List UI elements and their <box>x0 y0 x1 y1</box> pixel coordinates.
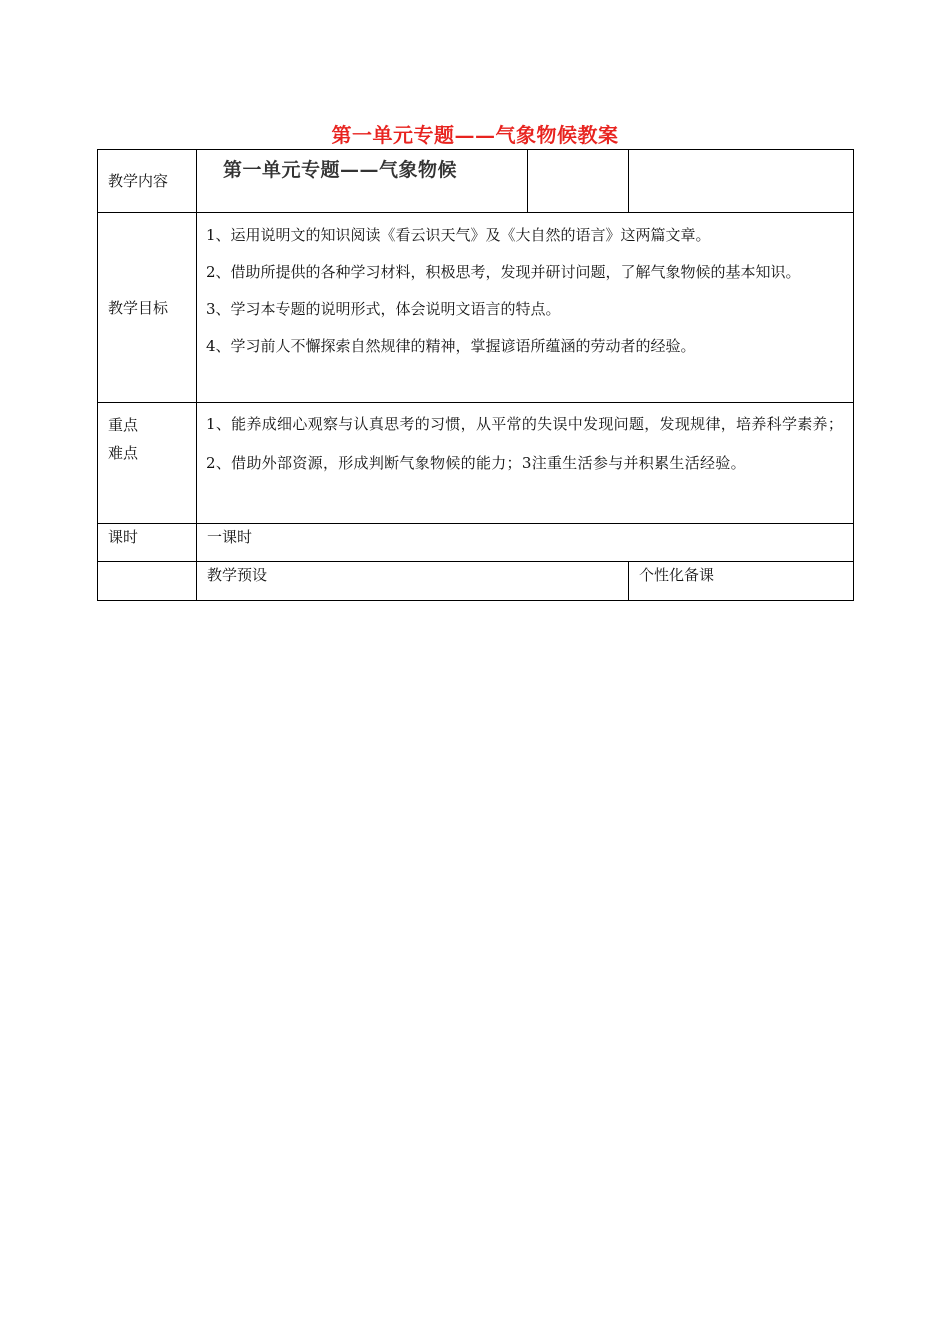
row-period <box>98 524 854 562</box>
label-plan <box>98 562 197 601</box>
goals-content <box>197 213 854 403</box>
label-teaching-goals: 教学目标 <box>98 213 197 403</box>
lesson-plan-table <box>97 149 854 601</box>
goal-item: 3、学习本专题的说明形式，体会说明文语言的特点。 <box>206 300 561 318</box>
personal-lesson-prep: 个性化备课 <box>629 562 854 601</box>
row-teaching-goals <box>98 213 854 403</box>
row-key-points <box>98 403 854 524</box>
goal-item: 2、借助所提供的各种学习材料，积极思考，发现并研讨问题，了解气象物候的基本知识。 <box>206 263 801 281</box>
empty-cell-b <box>629 150 854 213</box>
teaching-preset: 教学预设 <box>197 562 629 601</box>
period-value: 一课时 <box>197 524 854 562</box>
label-key-points <box>98 403 197 524</box>
label-period: 课时 <box>98 524 197 562</box>
row-plan <box>98 562 854 601</box>
label-key: 重点 <box>108 416 139 434</box>
key-points-content <box>197 403 854 524</box>
label-teaching-content: 教学内容 <box>98 150 197 213</box>
page-title: 第一单元专题——气象物候教案 <box>331 123 619 147</box>
row-teaching-content <box>98 150 854 213</box>
label-difficult: 难点 <box>108 444 139 462</box>
goal-item: 1、运用说明文的知识阅读《看云识天气》及《大自然的语言》这两篇文章。 <box>206 226 711 244</box>
empty-cell-a <box>528 150 629 213</box>
goal-item: 4、学习前人不懈探索自然规律的精神，掌握谚语所蕴涵的劳动者的经验。 <box>206 337 696 355</box>
key-points-text: 1、能养成细心观察与认真思考的习惯，从平常的失误中发现问题，发现规律，培养科学素养；2、借助外部资源，形成判断气象物候的能力；3注重生活参与并积累生活经验。 <box>206 415 844 472</box>
subject-title: 第一单元专题——气象物候 <box>197 150 528 213</box>
